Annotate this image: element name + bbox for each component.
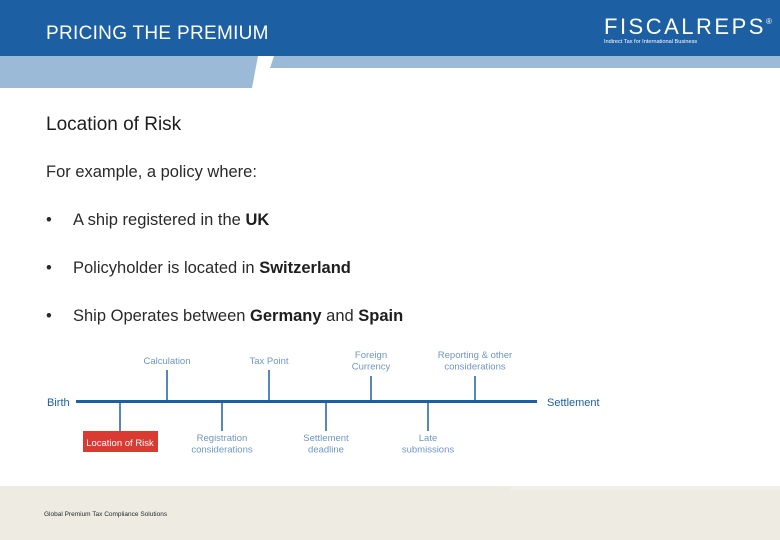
timeline-top-label: Reporting & other considerations	[437, 350, 513, 373]
bullet-dot-icon: •	[46, 259, 52, 277]
bullet-item: • A ship registered in the UK	[46, 211, 270, 229]
timeline-bottom-label-highlighted: Location of Risk	[86, 438, 154, 449]
timeline-bottom-label: Settlement deadline	[303, 433, 349, 456]
intro-text: For example, a policy where:	[46, 163, 257, 181]
timeline-top-label: Foreign Currency	[351, 350, 391, 373]
bullet-dot-icon: •	[46, 211, 52, 229]
logo-wordmark: FISCALREPS®	[604, 14, 772, 39]
footer-text: Global Premium Tax Compliance Solutions	[44, 511, 168, 518]
premium-timeline-diagram	[44, 336, 612, 476]
logo-tagline: Indirect Tax for International Business	[604, 39, 698, 45]
header-accent-stripe	[0, 56, 780, 90]
bullet-dot-icon: •	[46, 307, 52, 325]
slide-header-title: PRICING THE PREMIUM	[46, 23, 269, 44]
company-logo	[604, 11, 772, 45]
timeline-bottom-label: Registration considerations	[191, 433, 253, 456]
timeline-top-label: Calculation	[143, 356, 191, 367]
timeline-bottom-label: Late submissions	[401, 433, 455, 456]
slide-subtitle: Location of Risk	[46, 114, 182, 135]
timeline-top-label: Tax Point	[249, 356, 289, 367]
bullet-item: • Policyholder is located in Switzerland	[46, 259, 351, 277]
bullet-item: • Ship Operates between Germany and Spain	[46, 307, 404, 325]
timeline-start-label: Birth	[47, 397, 70, 409]
timeline-end-label: Settlement	[547, 397, 600, 409]
